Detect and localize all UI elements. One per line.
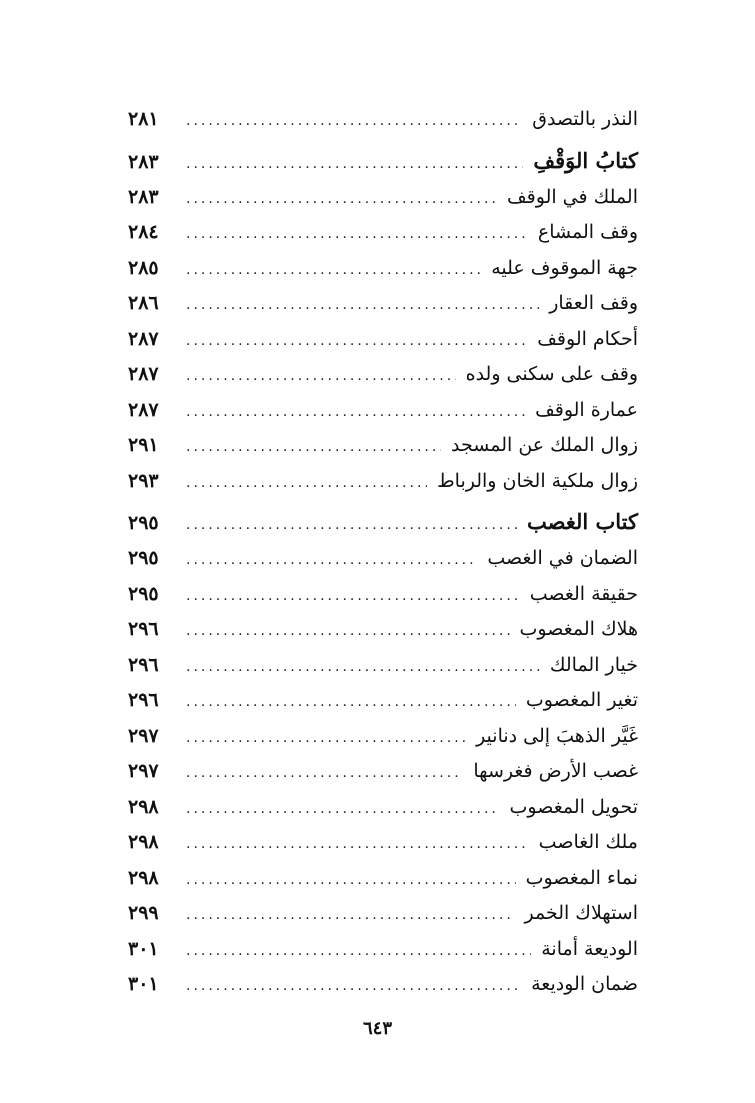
toc-entry-title: وقف العقار — [549, 292, 638, 314]
dot-leader — [186, 685, 516, 721]
dot-leader — [186, 650, 540, 686]
dot-leader — [186, 898, 514, 934]
dot-leader — [186, 721, 466, 757]
toc-entry — [128, 215, 638, 251]
dot-leader — [186, 395, 525, 431]
toc-entry-title: غصب الأرض فغرسها — [473, 760, 638, 782]
toc-entry-title: الملك في الوقف — [507, 185, 638, 208]
dot-leader — [186, 579, 520, 615]
toc-entry — [128, 719, 638, 755]
toc-chapter-heading — [128, 142, 638, 180]
toc-entry-page: ٢٨٧ — [128, 398, 159, 421]
toc-entry-title: خيار المالك — [549, 653, 638, 676]
toc-entry-page: ٢٨٥ — [128, 256, 159, 279]
toc-entry — [128, 648, 638, 684]
toc-entry — [128, 612, 638, 648]
toc-entry-page: ٢٨٣ — [128, 150, 159, 173]
toc-entry-title: ملك الغاصب — [538, 831, 638, 853]
toc-entry-title: النذر بالتصدق — [532, 108, 638, 130]
toc-entry-title: حقيقة الغصب — [529, 582, 638, 605]
toc-entry-title: كتاب الغصب — [526, 509, 638, 534]
toc-entry-page: ٢٨٦ — [128, 292, 159, 314]
toc-entry-page: ٢٨١ — [128, 108, 159, 130]
toc-entry-page: ٢٩٧ — [128, 724, 159, 747]
dot-leader — [186, 863, 516, 899]
toc-entry — [128, 790, 638, 826]
toc-entry — [128, 825, 638, 861]
toc-entry-title: الوديعة أمانة — [541, 937, 638, 960]
toc-entry-page: ٢٩٨ — [128, 795, 159, 818]
toc-entry — [128, 967, 638, 1003]
dot-leader — [186, 969, 521, 1005]
toc-entry-page: ٢٩٦ — [128, 653, 159, 676]
toc-entry — [128, 322, 638, 358]
toc-entry-title: هلاك المغصوب — [519, 618, 638, 640]
toc-entry — [128, 286, 638, 322]
toc-entry-page: ٢٩٥ — [128, 547, 159, 569]
dot-leader — [186, 827, 529, 863]
dot-leader — [186, 288, 539, 324]
toc-entry — [128, 357, 638, 393]
toc-entry-page: ٢٩٣ — [128, 469, 159, 492]
toc-entry-title: كتابُ الوَقْفِ — [533, 147, 638, 173]
toc-entry — [128, 683, 638, 719]
toc-entry-title: وقف المشاع — [537, 221, 638, 243]
toc-entry-title: تغير المغصوب — [525, 689, 638, 711]
toc-entry-title: نماء المغصوب — [525, 866, 638, 889]
toc-entry — [128, 896, 638, 932]
toc-entry — [128, 251, 638, 287]
toc-entry-page: ٢٩٩ — [128, 902, 159, 924]
toc-entry-title: تحويل المغصوب — [509, 795, 638, 818]
toc-entry — [128, 861, 638, 897]
toc-entry-page: ٢٨٣ — [128, 185, 159, 208]
toc-entry-page: ٣٠١ — [128, 937, 159, 960]
toc-entry — [128, 754, 638, 790]
toc-entry-page: ٢٩٨ — [128, 831, 159, 853]
toc-chapter-heading — [128, 503, 638, 541]
toc-entry-title: زوال الملك عن المسجد — [451, 434, 638, 456]
toc-entry — [128, 541, 638, 577]
toc-entry-page: ٢٩٥ — [128, 582, 159, 605]
dot-leader — [186, 104, 522, 140]
dot-leader — [186, 466, 427, 502]
table-of-contents — [128, 102, 638, 1003]
toc-entry-title: زوال ملكية الخان والرباط — [437, 469, 638, 492]
toc-entry-title: غَيَّر الذهبَ إلى دنانير — [476, 724, 638, 747]
toc-entry — [128, 932, 638, 968]
toc-entry-page: ٢٩٦ — [128, 689, 159, 711]
page-number: ٦٤٣ — [362, 1018, 392, 1039]
toc-entry — [128, 180, 638, 216]
toc-entry — [128, 102, 638, 138]
toc-entry-page: ٢٩٧ — [128, 760, 159, 782]
dot-leader — [186, 614, 510, 650]
toc-entry-title: أحكام الوقف — [537, 327, 638, 350]
toc-entry — [128, 428, 638, 464]
dot-leader — [186, 792, 500, 828]
dot-leader — [186, 324, 527, 360]
toc-entry-page: ٢٨٧ — [128, 363, 159, 385]
dot-leader — [186, 359, 456, 395]
toc-entry-title: ضمان الوديعة — [531, 973, 638, 995]
toc-entry-title: استهلاك الخمر — [524, 902, 638, 924]
toc-entry-page: ٣٠١ — [128, 973, 159, 995]
toc-entry — [128, 577, 638, 613]
dot-leader — [186, 756, 463, 792]
dot-leader — [186, 506, 517, 544]
toc-entry-page: ٢٩٨ — [128, 866, 159, 889]
dot-leader — [186, 543, 477, 579]
toc-entry-title: جهة الموقوف عليه — [491, 256, 638, 279]
dot-leader — [186, 145, 523, 183]
toc-entry-title: الضمان في الغصب — [487, 547, 638, 569]
toc-entry — [128, 393, 638, 429]
dot-leader — [186, 217, 528, 253]
toc-entry-page: ٢٨٧ — [128, 327, 159, 350]
toc-entry-page: ٢٨٤ — [128, 221, 159, 243]
toc-entry-title: عمارة الوقف — [535, 398, 638, 421]
dot-leader — [186, 430, 441, 466]
toc-entry — [128, 464, 638, 500]
dot-leader — [186, 253, 481, 289]
toc-entry-page: ٢٩٥ — [128, 512, 159, 534]
toc-entry-page: ٢٩١ — [128, 434, 159, 456]
toc-entry-title: وقف على سكنى ولده — [465, 363, 638, 385]
toc-entry-page: ٢٩٦ — [128, 618, 159, 640]
dot-leader — [186, 934, 531, 970]
dot-leader — [186, 182, 497, 218]
